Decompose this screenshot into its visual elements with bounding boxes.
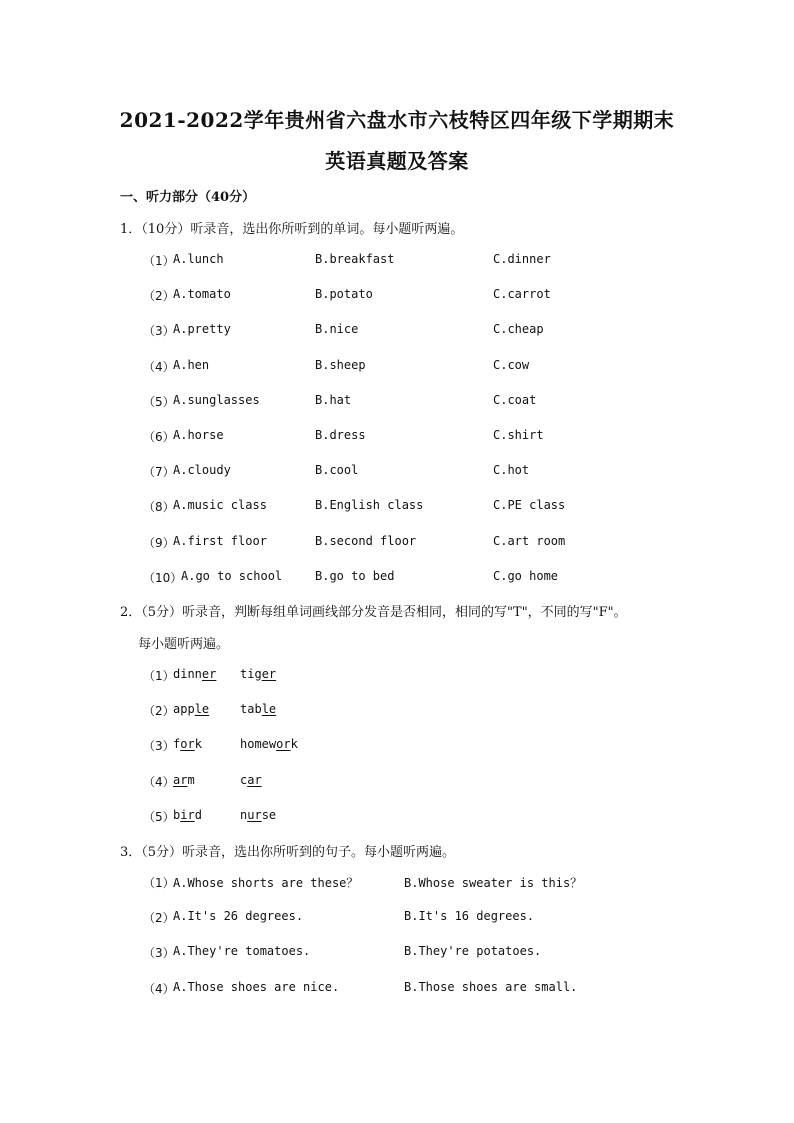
q2-word-2 bbox=[240, 667, 276, 681]
underlined-part: or bbox=[276, 737, 291, 751]
q1-item-number: （6） bbox=[143, 430, 175, 444]
q1-option-a: A.sunglasses bbox=[173, 393, 260, 407]
q1-option-c: C.go home bbox=[493, 569, 559, 583]
word-prefix: tab bbox=[240, 702, 262, 716]
q1-option-b: B.dress bbox=[315, 428, 366, 442]
q3-option-a: A.Whose shorts are these？ bbox=[173, 876, 359, 890]
q3-option-b: B.It's 16 degrees. bbox=[404, 909, 535, 923]
q2-word-1 bbox=[173, 808, 202, 822]
q1-item-number: （2） bbox=[143, 289, 175, 303]
q1-option-a: A.cloudy bbox=[173, 463, 231, 477]
q1-item-number: （9） bbox=[143, 536, 175, 550]
underlined-part: ir bbox=[180, 808, 195, 822]
q2-item-number: （1） bbox=[143, 669, 175, 683]
q2-word-1 bbox=[173, 773, 195, 787]
q1-option-a: A.first floor bbox=[173, 534, 267, 548]
word-suffix: d bbox=[194, 808, 202, 822]
q1-option-a: A.horse bbox=[173, 428, 224, 442]
q3-instruction-text: （5分）听录音，选出你所听到的句子。每小题听两遍。 bbox=[141, 845, 456, 860]
word-prefix: dinn bbox=[173, 667, 202, 681]
q1-option-a: A.music class bbox=[173, 498, 267, 512]
title-line-1: 2021-2022学年贵州省六盘水市六枝特区四年级下学期期末 bbox=[119, 108, 675, 132]
q1-option-c: C.coat bbox=[493, 393, 537, 407]
q3-option-a: A.Those shoes are nice. bbox=[173, 980, 340, 994]
q1-item-number: （8） bbox=[143, 500, 175, 514]
q3-option-a: A.They're tomatoes. bbox=[173, 944, 311, 958]
q3-item-number: （2） bbox=[143, 911, 175, 925]
word-prefix: app bbox=[173, 702, 195, 716]
q1-option-c: C.PE class bbox=[493, 498, 566, 512]
q1-option-a: A.pretty bbox=[173, 322, 231, 336]
q3-option-b: B.They're potatoes. bbox=[404, 944, 542, 958]
q2-item-number: （3） bbox=[143, 739, 175, 753]
q1-option-c: C.shirt bbox=[493, 428, 544, 442]
underlined-part: ur bbox=[247, 808, 262, 822]
q1-option-c: C.hot bbox=[493, 463, 530, 477]
q2-word-2 bbox=[240, 702, 276, 716]
q1-option-b: B.English class bbox=[315, 498, 424, 512]
q2-word-2 bbox=[240, 808, 276, 822]
word-prefix: n bbox=[240, 808, 248, 822]
underlined-part: le bbox=[261, 702, 277, 716]
word-suffix: k bbox=[290, 737, 298, 751]
underlined-part: er bbox=[261, 667, 277, 681]
underlined-part: le bbox=[194, 702, 210, 716]
q1-item-number: （4） bbox=[143, 360, 175, 374]
q1-item-number: （5） bbox=[143, 395, 175, 409]
q1-option-c: C.dinner bbox=[493, 252, 551, 266]
q1-option-a: A.hen bbox=[173, 358, 210, 372]
q1-option-a: A.lunch bbox=[173, 252, 224, 266]
q2-item-number: （4） bbox=[143, 775, 175, 789]
q3-option-b: B.Whose sweater is this？ bbox=[404, 876, 583, 890]
q1-option-b: B.cool bbox=[315, 463, 359, 477]
underlined-part: er bbox=[201, 667, 217, 681]
q1-option-a: A.go to school bbox=[181, 569, 283, 583]
q3-option-a: A.It's 26 degrees. bbox=[173, 909, 304, 923]
word-prefix: f bbox=[173, 737, 181, 751]
section-heading-listening: 一、听力部分（40分） bbox=[120, 190, 256, 205]
q1-option-b: B.go to bed bbox=[315, 569, 395, 583]
q1-option-c: C.carrot bbox=[493, 287, 551, 301]
underlined-part: or bbox=[180, 737, 195, 751]
q2-instruction bbox=[120, 601, 627, 620]
q1-item-number: （7） bbox=[143, 465, 175, 479]
word-suffix: k bbox=[194, 737, 202, 751]
q2-item-number: （5） bbox=[143, 810, 175, 824]
q2-instruction-text: （5分）听录音，判断每组单词画线部分发音是否相同，相同的写"T"，不同的写"F"。 bbox=[141, 605, 627, 620]
q1-option-b: B.nice bbox=[315, 322, 359, 336]
q1-option-a: A.tomato bbox=[173, 287, 231, 301]
word-prefix: c bbox=[240, 773, 248, 787]
q2-word-2 bbox=[240, 773, 262, 787]
q1-item-number: （1） bbox=[143, 254, 175, 268]
q1-option-b: B.breakfast bbox=[315, 252, 395, 266]
q1-option-c: C.cow bbox=[493, 358, 530, 372]
q1-number: 1． bbox=[120, 222, 142, 237]
underlined-part: ar bbox=[247, 773, 262, 787]
q1-option-b: B.second floor bbox=[315, 534, 417, 548]
q2-item-number: （2） bbox=[143, 704, 175, 718]
q2-word-2 bbox=[240, 737, 298, 751]
q1-instruction-text: （10分）听录音，选出你所听到的单词。每小题听两遍。 bbox=[141, 222, 464, 237]
word-prefix: tig bbox=[240, 667, 262, 681]
q1-item-number: （10） bbox=[143, 571, 183, 585]
underlined-part: ar bbox=[173, 773, 188, 787]
q3-instruction bbox=[120, 841, 455, 860]
word-suffix: m bbox=[187, 773, 195, 787]
word-prefix: homew bbox=[240, 737, 277, 751]
q1-instruction bbox=[120, 218, 463, 237]
q3-item-number: （4） bbox=[143, 982, 175, 996]
q2-instruction-line2: 每小题听两遍。 bbox=[138, 637, 230, 652]
q1-option-b: B.sheep bbox=[315, 358, 366, 372]
q3-item-number: （1） bbox=[143, 876, 175, 890]
title-line-2: 英语真题及答案 bbox=[325, 149, 469, 173]
word-prefix: b bbox=[173, 808, 181, 822]
q1-option-c: C.cheap bbox=[493, 322, 544, 336]
word-suffix: se bbox=[261, 808, 277, 822]
q1-option-b: B.potato bbox=[315, 287, 373, 301]
q2-number: 2． bbox=[120, 605, 142, 620]
q2-word-1 bbox=[173, 702, 209, 716]
q3-option-b: B.Those shoes are small. bbox=[404, 980, 578, 994]
q3-item-number: （3） bbox=[143, 946, 175, 960]
q2-word-1 bbox=[173, 737, 202, 751]
q2-word-1 bbox=[173, 667, 216, 681]
q1-option-b: B.hat bbox=[315, 393, 352, 407]
q1-item-number: （3） bbox=[143, 324, 175, 338]
q3-number: 3． bbox=[120, 845, 142, 860]
q1-option-c: C.art room bbox=[493, 534, 566, 548]
